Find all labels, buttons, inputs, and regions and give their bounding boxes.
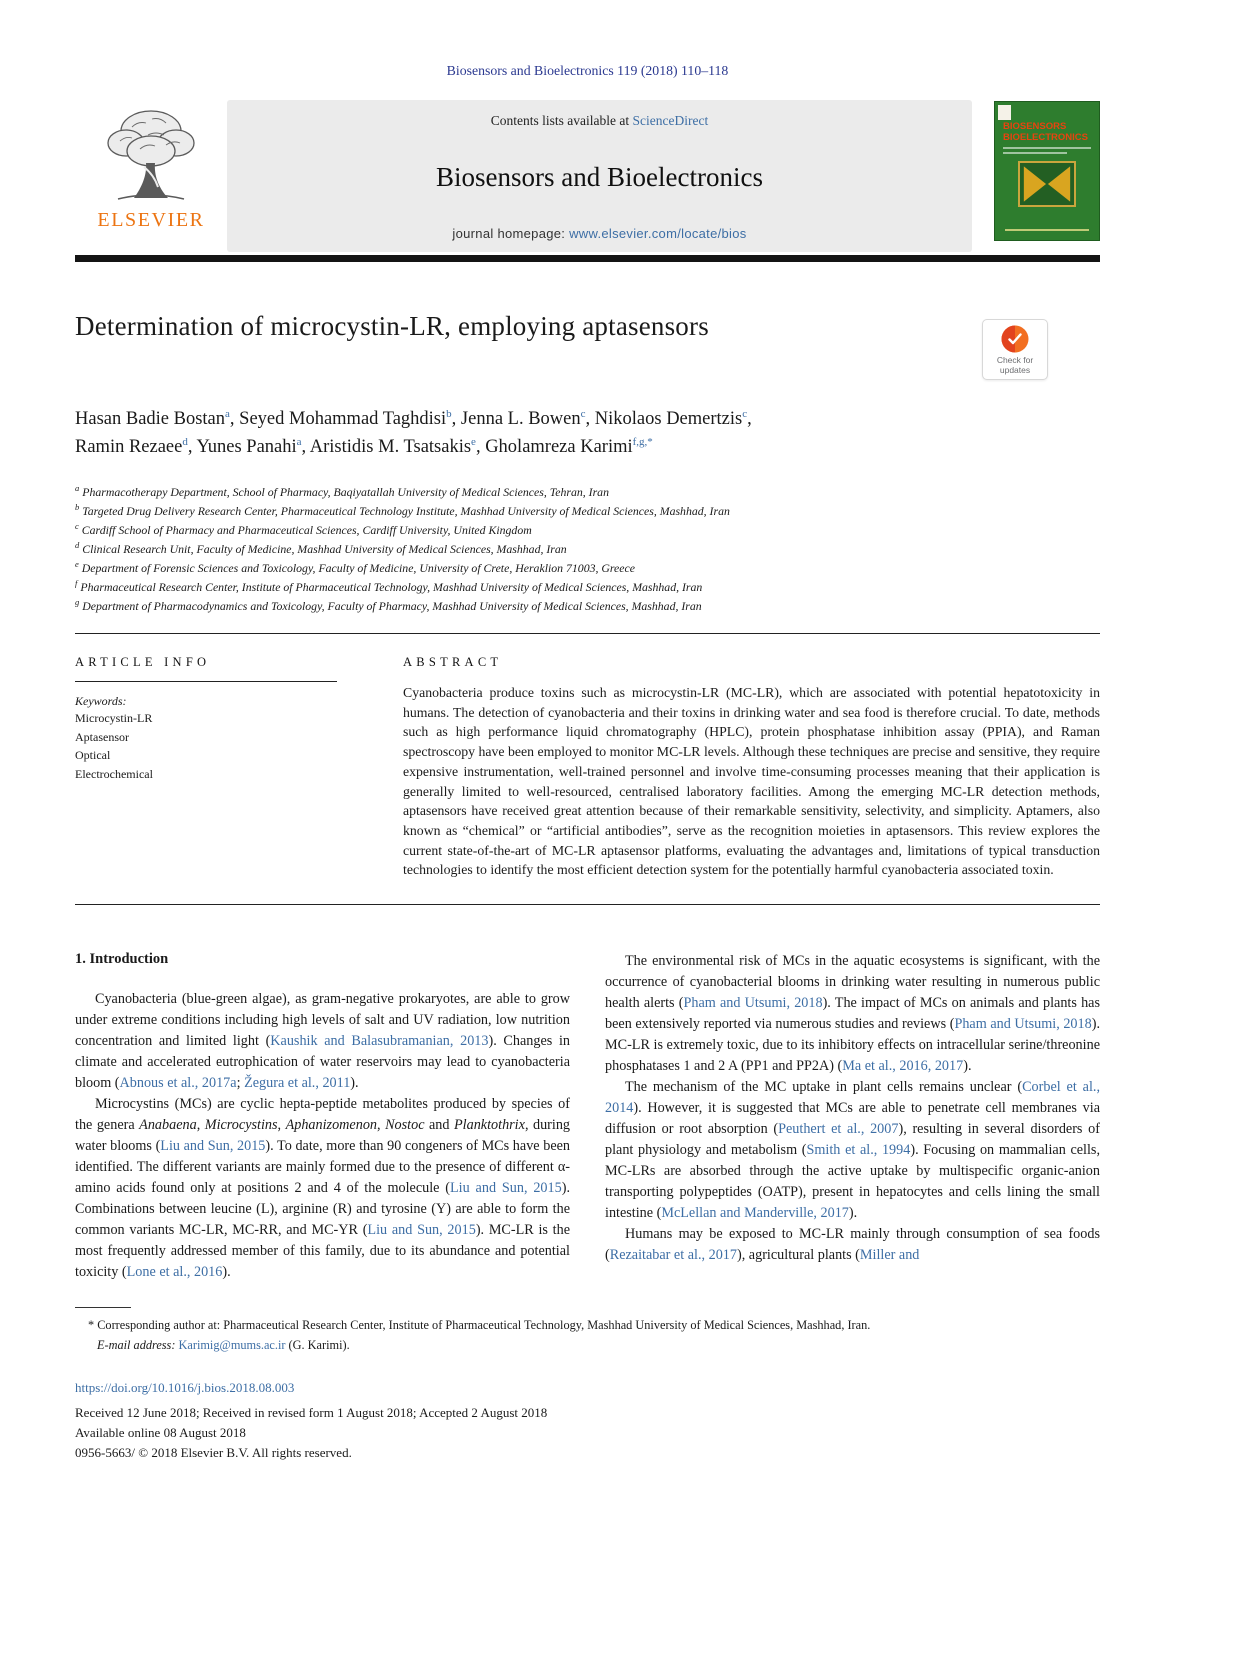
keyword: Electrochemical <box>75 766 153 781</box>
affiliation-ref[interactable]: d <box>182 435 188 448</box>
text-segment: (G. Karimi). <box>285 1338 350 1352</box>
cover-title-line2: BIOELECTRONICS <box>1003 131 1088 143</box>
author-name: Hasan Badie Bostan <box>75 409 226 430</box>
inline-link[interactable]: Kaushik and Balasubramanian, 2013 <box>270 1033 489 1050</box>
elsevier-logo[interactable] <box>75 100 227 252</box>
text-segment: , during water blooms ( <box>75 1117 571 1155</box>
abstract-heading: ABSTRACT <box>403 654 503 669</box>
body-paragraph <box>75 989 570 1094</box>
inline-link[interactable]: Miller and <box>859 1247 920 1264</box>
text-segment: and <box>424 1117 454 1134</box>
body-paragraph <box>605 1077 1100 1224</box>
check-badge-line1: Check for <box>996 355 1034 365</box>
cover-art <box>1018 161 1076 207</box>
affiliation <box>75 501 1100 520</box>
footnote-block <box>75 1307 1100 1355</box>
affiliation-marker: f <box>75 577 78 588</box>
received-dates: Received 12 June 2018; Received in revised form 1 August 2018; Accepted 2 August 2018 <box>75 1404 548 1420</box>
affiliation-ref[interactable]: c <box>580 408 586 420</box>
text-segment: Microcystins <box>204 1117 278 1134</box>
text-segment: Anabaena <box>139 1117 197 1134</box>
body-column-right <box>605 951 1100 1283</box>
affiliation-text: Pharmacotherapy Department, School of Pharmacy, Baqiyatallah University of Medical Sciences, Tehran, Iran <box>82 484 609 499</box>
author-name: Yunes Panahi <box>196 437 297 458</box>
author-name: Jenna L. Bowen <box>460 409 581 430</box>
affiliation-ref[interactable]: e <box>471 435 476 448</box>
cover-text-bar <box>1003 152 1067 154</box>
keyword: Microcystin-LR <box>75 710 153 725</box>
check-badge-line2: updates <box>999 364 1031 375</box>
author-name: Nikolaos Demertzis <box>594 409 743 430</box>
text-segment: Humans may be exposed to MC-LR mainly through consumption of sea foods ( <box>605 1226 1100 1264</box>
inline-link[interactable]: Liu and Sun, 2015 <box>160 1138 266 1155</box>
journal-title: Biosensors and Bioelectronics <box>436 162 763 192</box>
running-head: Biosensors and Bioelectronics 119 (2018) 110–118 <box>446 63 729 78</box>
text-segment: The mechanism of the MC uptake in plant cells remains unclear ( <box>625 1079 1023 1096</box>
affiliation-marker: e <box>75 558 79 569</box>
cover-text-bar <box>1005 229 1089 231</box>
text-segment: ). Changes in climate and accelerated eutrophication of water reservoirs may lead to cyanobacteria bloom ( <box>75 1033 570 1092</box>
text-segment: ; <box>236 1075 245 1092</box>
affiliation-marker: g <box>75 596 80 607</box>
available-online: Available online 08 August 2018 <box>75 1424 246 1440</box>
inline-link[interactable]: Pham and Utsumi, 2018 <box>683 995 823 1012</box>
text-segment: ). <box>222 1264 231 1281</box>
article-title: Determination of microcystin-LR, employing aptasensors <box>75 311 709 341</box>
affiliation-text: Clinical Research Unit, Faculty of Medicine, Mashhad University of Medical Sciences, Mashhad, Iran <box>82 541 567 556</box>
header-divider-bar <box>75 255 1100 262</box>
inline-link[interactable]: Liu and Sun, 2015 <box>450 1180 562 1197</box>
affiliation-marker: c <box>75 520 79 531</box>
inline-link[interactable]: Žegura et al., 2011 <box>244 1075 351 1092</box>
affiliation <box>75 482 1100 501</box>
inline-link[interactable]: Corbel et al., 2014 <box>605 1079 1101 1117</box>
body-paragraph <box>605 951 1100 1077</box>
copyright-line: 0956-5663/ © 2018 Elsevier B.V. All rights reserved. <box>75 1444 352 1460</box>
affiliation <box>75 539 1100 558</box>
author-separator: , <box>301 437 310 458</box>
check-for-updates-badge[interactable] <box>982 319 1048 380</box>
text-segment: , <box>196 1117 205 1134</box>
journal-cover[interactable] <box>994 101 1100 241</box>
abstract-text: Cyanobacteria produce toxins such as microcystin-LR (MC-LR), which are associated with potential hepatotoxicity in humans. The detection of cyanobacteria and their toxins in drinking water and sea food is therefore crucial. To date, methods such as high performance liquid chromatography (HPLC), protein phosphatase inhibition assay (PPIA), and Raman spectroscopy have been employed to monitor MC-LR levels. Although these techniques are precise and sensitive, they require expensive instrumentation, well-trained personnel and involve time-consuming processes meaning that their application is generally limited to well-resourced, centralised laboratory facilities. Among the emerging MC-LR detection methods, aptasensors have received great attention because of their remarkable sensitivity, selectivity, and simplicity. Aptamers, also known as “chemical” or “artificial antibodies”, serve as the recognition moieties in aptasensors. This review explores the current state-of-the-art of MC-LR aptasensor platforms, evaluating the advantages and, limitations of typical transduction technologies to identify the most efficient detection system for the potentially harmful cyanobacteria associated toxin. <box>403 684 1100 878</box>
text-segment: ). Focusing on mammalian cells, MC-LRs are absorbed through the active uptake by multispecific organic-anion transporting polypeptides (OATP), present in hepatocytes and cells lining the small intestine ( <box>605 1142 1100 1222</box>
body-paragraph <box>75 1094 570 1283</box>
text-segment: Aphanizomenon <box>285 1117 378 1134</box>
author-name: Seyed Mohammad Taghdisi <box>239 409 447 430</box>
inline-link[interactable]: Karimig@mums.ac.ir <box>178 1338 286 1352</box>
text-segment: ). To date, more than 90 congeners of MCs have been identified. The different variants are mainly formed due to the presence of different α-amino acids found only at positions 2 and 4 of the molecule ( <box>75 1138 571 1197</box>
meta-block <box>75 634 1100 904</box>
inline-link[interactable]: Ma et al., 2016, 2017 <box>842 1058 964 1075</box>
title-row <box>75 311 1100 380</box>
journal-header-center <box>227 100 972 252</box>
text-segment: ). <box>350 1075 359 1092</box>
abstract-panel <box>403 655 1100 880</box>
article-info-panel <box>75 655 403 880</box>
text-segment: The environmental risk of MCs in the aquatic ecosystems is significant, with the occurrence of cyanobacterial blooms in drinking water resulting in numerous public health alerts ( <box>605 953 1100 1012</box>
crossmark-icon <box>1001 325 1029 353</box>
header-gap <box>972 100 994 252</box>
affiliation <box>75 520 1100 539</box>
affiliation-marker: d <box>75 539 80 550</box>
inline-link[interactable]: Rezaitabar et al., 2017 <box>609 1247 737 1264</box>
email-note <box>75 1336 1100 1356</box>
inline-link[interactable]: Smith et al., 1994 <box>806 1142 911 1159</box>
author-name: Gholamreza Karimi <box>485 437 633 458</box>
doi-link[interactable]: https://doi.org/10.1016/j.bios.2018.08.003 <box>75 1379 295 1395</box>
cover-text-bar <box>1003 147 1091 149</box>
keywords-label: Keywords: <box>75 693 127 708</box>
inline-link[interactable]: Pham and Utsumi, 2018 <box>954 1016 1092 1033</box>
article-info-heading: ARTICLE INFO <box>75 654 211 669</box>
text-segment: Cyanobacteria (blue-green algae), as gram-negative prokaryotes, are able to grow under extreme conditions including high levels of salt and UV radiation, low nutrition concentration and limited light ( <box>75 991 570 1050</box>
text-segment: ). <box>848 1205 858 1222</box>
check-badge-text <box>997 356 1033 375</box>
text-segment: Microcystins (MCs) are cyclic hepta-peptide metabolites produced by species of the genera <box>75 1096 570 1134</box>
author-list <box>75 406 1100 462</box>
inline-link[interactable]: Liu and Sun, 2015 <box>367 1222 476 1239</box>
sciencedirect-link[interactable]: ScienceDirect <box>632 113 709 128</box>
affiliation-text: Department of Pharmacodynamics and Toxicology, Faculty of Pharmacy, Mashhad University of Medical Sciences, Mashhad, Iran <box>82 598 702 613</box>
corresponding-author-note <box>75 1316 1100 1336</box>
article-body <box>75 905 1100 1283</box>
journal-homepage-link[interactable]: www.elsevier.com/locate/bios <box>569 226 747 241</box>
affiliation-list <box>75 482 1100 615</box>
article-info-underline <box>75 681 337 682</box>
text-segment: * Corresponding author at: Pharmaceutical Research Center, Institute of Pharmaceutical Technology, Mashhad University of Medical Sciences, Mashhad, Iran. <box>88 1318 871 1333</box>
cover-title-line1: BIOSENSORS <box>1003 121 1067 132</box>
keyword: Optical <box>75 748 111 763</box>
affiliation-marker: b <box>75 501 80 512</box>
publication-info <box>75 1380 1100 1463</box>
section-heading-introduction: 1. Introduction <box>75 951 169 968</box>
text-segment: ). However, it is suggested that MCs are able to penetrate cell membranes via diffusion or root absorption ( <box>605 1100 1100 1138</box>
text-segment: Nostoc <box>385 1117 425 1134</box>
author-separator: , <box>451 409 461 430</box>
affiliation-text: Targeted Drug Delivery Research Center, Pharmaceutical Technology Institute, Mashhad University of Medical Sciences, Mashhad, Iran <box>82 503 730 518</box>
keyword-list <box>75 709 403 783</box>
affiliation-text: Pharmaceutical Research Center, Institute of Pharmaceutical Technology, Mashhad University of Medical Sciences, Mashhad, Iran <box>80 579 703 594</box>
affiliation <box>75 596 1100 615</box>
page-content <box>75 0 1100 1463</box>
contents-line <box>491 113 708 129</box>
author-separator: , <box>229 409 240 430</box>
text-segment: ). MC-LR is extremely toxic, due to its inhibitory effects on intracellular serine/threonine phosphatases 1 and 2 A (PP1 and PP2A) ( <box>605 1016 1100 1075</box>
text-segment: ). <box>963 1058 972 1075</box>
cover-title <box>1003 122 1093 143</box>
affiliation <box>75 558 1100 577</box>
text-segment: ), agricultural plants ( <box>736 1247 860 1264</box>
contents-prefix: Contents lists available at <box>490 113 633 128</box>
text-segment: ), resulting in several disorders of plant physiology and metabolism ( <box>605 1121 1100 1159</box>
inline-link[interactable]: Peuthert et al., 2007 <box>778 1121 899 1138</box>
inline-link[interactable]: McLellan and Manderville, 2017 <box>661 1205 849 1222</box>
journal-header <box>75 100 1100 252</box>
footnote-rule <box>75 1307 131 1308</box>
homepage-line <box>452 226 746 241</box>
affiliation-ref[interactable]: f,g,* <box>632 435 653 448</box>
elsevier-tree-icon <box>92 105 210 207</box>
affiliation-marker: a <box>75 482 80 493</box>
affiliation <box>75 577 1100 596</box>
text-segment: E-mail address: <box>97 1338 179 1352</box>
text-segment: ). The impact of MCs on animals and plants has been extensively reported via numerous studies and reviews ( <box>605 995 1100 1033</box>
text-segment: Planktothrix <box>454 1117 525 1134</box>
affiliation-ref[interactable]: a <box>296 435 302 448</box>
text-segment: , <box>277 1117 286 1134</box>
inline-link[interactable]: Abnous et al., 2017a <box>119 1075 237 1092</box>
author-separator: , <box>475 437 486 458</box>
author-separator: , <box>747 409 752 430</box>
text-segment: ). MC-LR is the most frequently addressed member of this family, due to its abundance and potential toxicity ( <box>75 1222 571 1281</box>
homepage-prefix: journal homepage: <box>452 226 570 241</box>
text-segment: ). Combinations between leucine (L), arginine (R) and tyrosine (Y) are able to form the common variants MC-LR, MC-RR, and MC-YR ( <box>75 1180 570 1239</box>
author-name: Ramin Rezaee <box>75 437 183 458</box>
elsevier-wordmark: ELSEVIER <box>97 209 205 231</box>
cover-corner-box <box>998 105 1011 120</box>
author-separator: , <box>187 437 197 458</box>
author-name: Aristidis M. Tsatsakis <box>309 437 472 458</box>
author-separator: , <box>585 409 595 430</box>
affiliation-text: Department of Forensic Sciences and Toxicology, Faculty of Medicine, University of Crete, Heraklion 71003, Greece <box>81 560 636 575</box>
affiliation-text: Cardiff School of Pharmacy and Pharmaceutical Sciences, Cardiff University, United Kingdom <box>81 522 532 537</box>
body-column-left <box>75 951 570 1283</box>
affiliation-ref[interactable]: a <box>225 408 230 420</box>
cover-hourglass-icon <box>1022 164 1072 204</box>
text-segment: , <box>377 1117 386 1134</box>
keyword: Aptasensor <box>75 729 129 744</box>
affiliation-ref[interactable]: c <box>742 408 748 420</box>
affiliation-ref[interactable]: b <box>446 408 452 420</box>
body-paragraph <box>605 1224 1100 1266</box>
inline-link[interactable]: Lone et al., 2016 <box>126 1264 223 1281</box>
